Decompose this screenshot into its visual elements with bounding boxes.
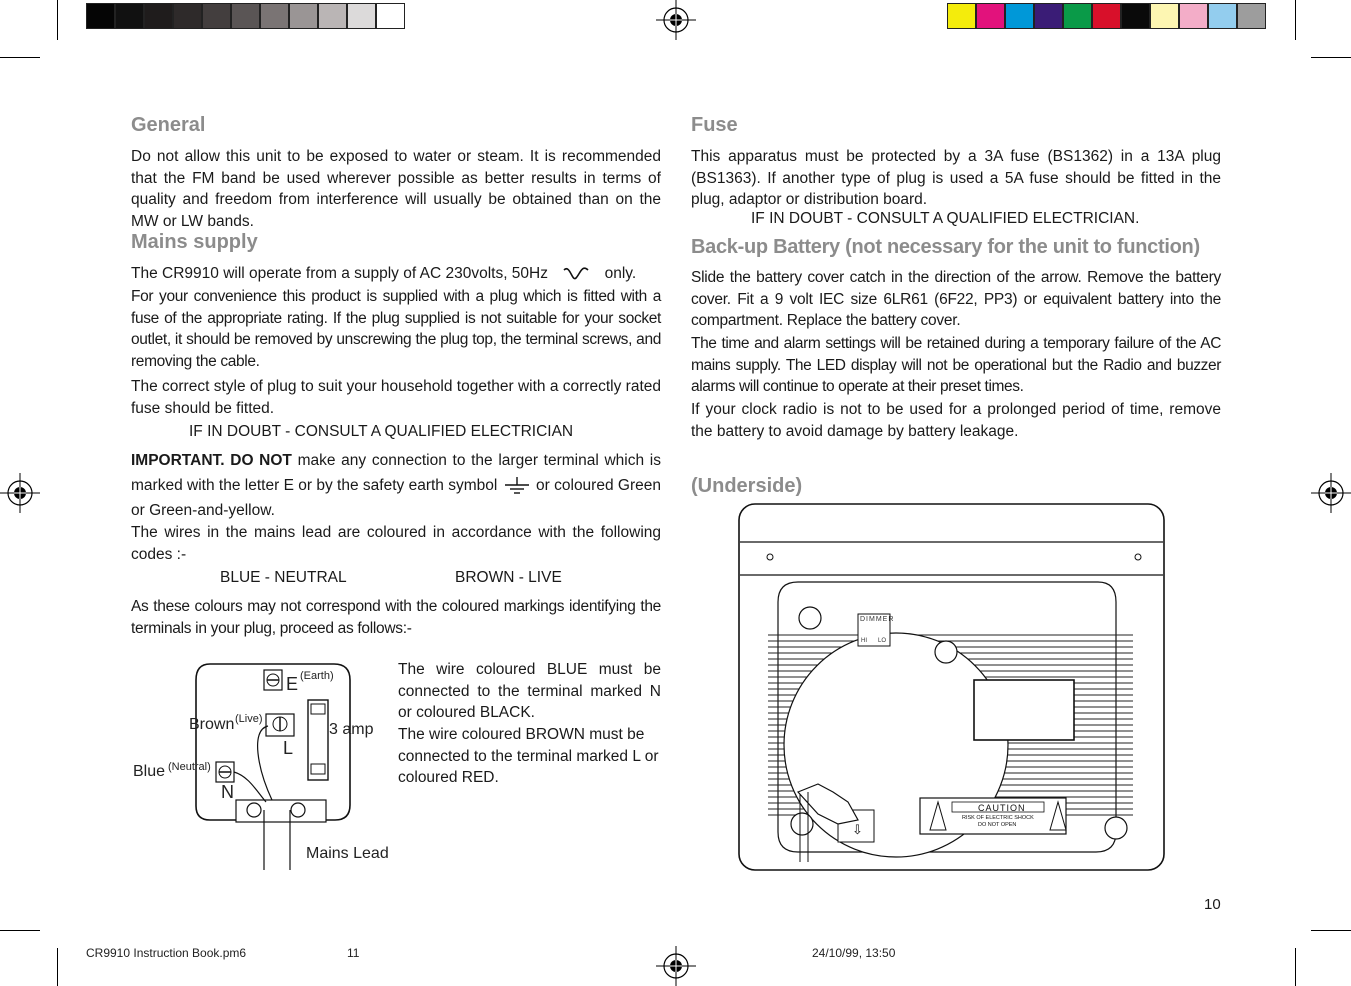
color-swatch: [1063, 3, 1092, 29]
plug-label-neutral: (Neutral): [168, 761, 211, 773]
caution-label: CAUTION: [978, 803, 1026, 813]
brown-instruction: The wire coloured BROWN must be connected to the terminal marked L or coloured RED.: [398, 726, 659, 786]
color-swatch: [376, 3, 405, 29]
backup-para-2: The time and alarm settings will be retained during a temporary failure of the AC mains supply. The LED display will not be operational but the Radio and buzzer alarms will continue to operate at their preset times.: [691, 335, 1221, 395]
color-swatch: [1237, 3, 1266, 29]
dimmer-hi-label: HI: [861, 638, 867, 644]
color-swatch: [173, 3, 202, 29]
color-swatch: [289, 3, 318, 29]
plug-label-l: L: [283, 738, 294, 758]
plug-label-e: E: [286, 674, 299, 694]
battery-arrow-icon: ⇩: [852, 822, 863, 837]
color-swatch: [976, 3, 1005, 29]
plug-label-amp: 3 amp: [329, 721, 374, 738]
crop-mark: [57, 948, 58, 986]
mains-supply-heading: Mains supply: [131, 231, 258, 253]
blue-instruction: The wire coloured BLUE must be connected to the terminal marked N or coloured BLACK.: [398, 661, 661, 721]
ac-wave-icon: [562, 266, 590, 282]
risk-label: RISK OF ELECTRIC SHOCK: [962, 815, 1034, 821]
color-swatch: [260, 3, 289, 29]
registration-mark-icon: [656, 946, 696, 986]
important-text: make any connection to the larger terminal which is marked with the letter E or by the safety earth symbol: [131, 452, 661, 494]
blue-neutral-code: BLUE - NEUTRAL: [220, 569, 347, 586]
footer-file: CR9910 Instruction Book.pm6: [86, 946, 247, 960]
plug-diagram: [190, 660, 360, 870]
crop-mark: [57, 0, 58, 40]
important-tail: or coloured Green or Green-and-yellow.: [131, 477, 661, 519]
color-swatch: [1121, 3, 1150, 29]
footer-page: 11: [347, 946, 360, 960]
underside-heading: (Underside): [691, 475, 803, 497]
color-swatch: [86, 3, 115, 29]
plug-label-mains-lead: Mains Lead: [306, 845, 389, 862]
backup-para-3: If your clock radio is not to be used for a prolonged period of time, remove the battery to avoid damage by battery leakage.: [691, 401, 1221, 440]
color-swatch: [318, 3, 347, 29]
color-swatch: [1034, 3, 1063, 29]
plug-label-n: N: [221, 782, 234, 802]
color-swatch: [231, 3, 260, 29]
color-swatch: [202, 3, 231, 29]
crop-mark: [0, 930, 40, 931]
crop-mark: [1295, 0, 1296, 40]
color-swatch: [347, 3, 376, 29]
fuse-text: This apparatus must be protected by a 3A fuse (BS1362) in a 13A plug (BS1363). If another type of plug is used a 5A fuse should be fitted in the plug, adaptor or distribution board.: [691, 148, 1221, 208]
color-swatch: [144, 3, 173, 29]
earth-symbol-icon: [502, 477, 532, 495]
crop-mark: [0, 57, 40, 58]
color-swatch: [1179, 3, 1208, 29]
page-number: 10: [1204, 896, 1221, 913]
important-bold: IMPORTANT. DO NOT: [131, 452, 292, 469]
mains-para-3: The correct style of plug to suit your household together with a correctly rated fuse should be fitted.: [131, 378, 661, 417]
wires-para: The wires in the mains lead are coloured in accordance with the following codes :-: [131, 524, 661, 563]
plug-label-brown: Brown: [189, 716, 235, 733]
color-swatch: [1005, 3, 1034, 29]
dimmer-lo-label: LO: [878, 638, 887, 644]
footer-date: 24/10/99, 13:50: [812, 946, 896, 960]
color-swatch: [115, 3, 144, 29]
important-para: [131, 448, 661, 523]
colours-para: As these colours may not correspond with the coloured markings identifying the terminals in your plug, proceed as follows:-: [131, 598, 661, 637]
color-swatch: [947, 3, 976, 29]
plug-label-earth: (Earth): [300, 670, 334, 682]
plug-label-live: (Live): [235, 713, 263, 725]
registration-mark-icon: [656, 0, 696, 40]
general-text: Do not allow this unit to be exposed to water or steam. It is recommended that the FM band be used wherever possible as better results in terms of quality and freedom from interference will usually be obtained than on the MW or LW bands.: [131, 148, 661, 230]
general-heading: General: [131, 114, 206, 136]
dimmer-label: DIMMER: [860, 616, 895, 623]
color-swatch: [1092, 3, 1121, 29]
color-swatch: [1208, 3, 1237, 29]
crop-mark: [1295, 948, 1296, 986]
mains-supply-only: only.: [604, 265, 637, 282]
plug-label-blue: Blue: [133, 763, 166, 780]
color-swatch: [1150, 3, 1179, 29]
registration-mark-icon: [0, 473, 40, 513]
mains-para-2: For your convenience this product is supplied with a plug which is fitted with a fuse of the appropriate rating. If the plug supplied is not suitable for your socket outlet, it should be removed by unscrewing the plug top, the terminal screws, and removing the cable.: [131, 288, 661, 370]
mains-supply-line: [131, 263, 661, 285]
backup-battery-heading: Back-up Battery (not necessary for the unit to function): [691, 236, 1200, 258]
doubt-line: IF IN DOUBT - CONSULT A QUALIFIED ELECTRICIAN: [189, 423, 574, 440]
brown-live-code: BROWN - LIVE: [455, 569, 562, 586]
donot-label: DO NOT OPEN: [978, 822, 1017, 828]
mains-supply-text: The CR9910 will operate from a supply of AC 230volts, 50Hz: [131, 265, 548, 282]
registration-mark-icon: [1311, 473, 1351, 513]
crop-mark: [1311, 57, 1351, 58]
fuse-heading: Fuse: [691, 114, 738, 136]
fuse-doubt-line: IF IN DOUBT - CONSULT A QUALIFIED ELECTRICIAN.: [751, 210, 1140, 227]
device-underside-diagram: [738, 502, 1168, 874]
crop-mark: [1311, 930, 1351, 931]
backup-para-1: Slide the battery cover catch in the direction of the arrow. Remove the battery cover. Fit a 9 volt IEC size 6LR61 (6F22, PP3) or equivalent battery into the compartment. Replace the battery cover.: [691, 269, 1221, 329]
